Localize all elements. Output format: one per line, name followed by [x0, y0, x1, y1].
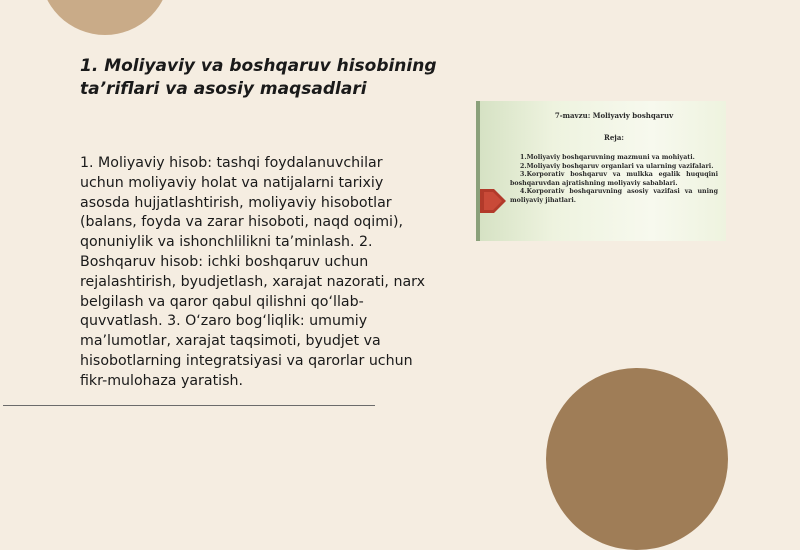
decorative-circle-bottom [546, 368, 728, 550]
slide-body-text: 1. Moliyaviy hisob: tashqi foydalanuvchilar uchun moliyaviy holat va natijalarni tarixiy asosda hujjatlashtirish, moliyaviy hisobotlar (balans, foyda va zarar hisoboti, naqd oqimi), qonuniylik va ishonchlilikni ta’minlash. 2. Boshqaruv hisob: ichki boshqaruv uchun rejalashtirish, byudjetlash, xarajat nazorati, narx belgilash va qaror qabul qilishni qo‘llab-quvvatlash. 3. O‘zaro bog‘liqlik: umumiy ma’lumotlar, xarajat taqsimoti, byudjet va hisobotlarning integratsiyasi va qarorlar uchun fikr-mulohaza yaratish. [80, 155, 425, 389]
thumbnail-reja-heading: Reja: [604, 133, 624, 142]
thumbnail-list [510, 154, 718, 206]
thumbnail-list-item: 3.Korporativ boshqaruv va mulkka egalik huquqini boshqaruvdan ajratishning moliyaviy sabablari. [510, 171, 718, 187]
thumbnail-title: 7-mavzu: Moliyaviy boshqaruv [554, 111, 674, 120]
decorative-circle-top [40, 0, 170, 35]
slide-title [80, 55, 460, 101]
thumbnail-list-item: 2.Moliyaviy boshqaruv organlari va ularning vazifalari. [520, 162, 714, 170]
slide-title-line1: 1. Moliyaviy va boshqaruv hisobining [80, 56, 437, 76]
slide-thumbnail-image [476, 101, 726, 241]
thumbnail-list-item: 4.Korporativ boshqaruvning asosiy vazifasi va uning moliyaviy jihatlari. [510, 188, 718, 204]
thumbnail-list-item: 1.Moliyaviy boshqaruvning mazmuni va mohiyati. [520, 154, 695, 161]
slide-title-line2: ta’riflari va asosiy maqsadlari [80, 79, 367, 99]
divider-line [3, 405, 375, 406]
